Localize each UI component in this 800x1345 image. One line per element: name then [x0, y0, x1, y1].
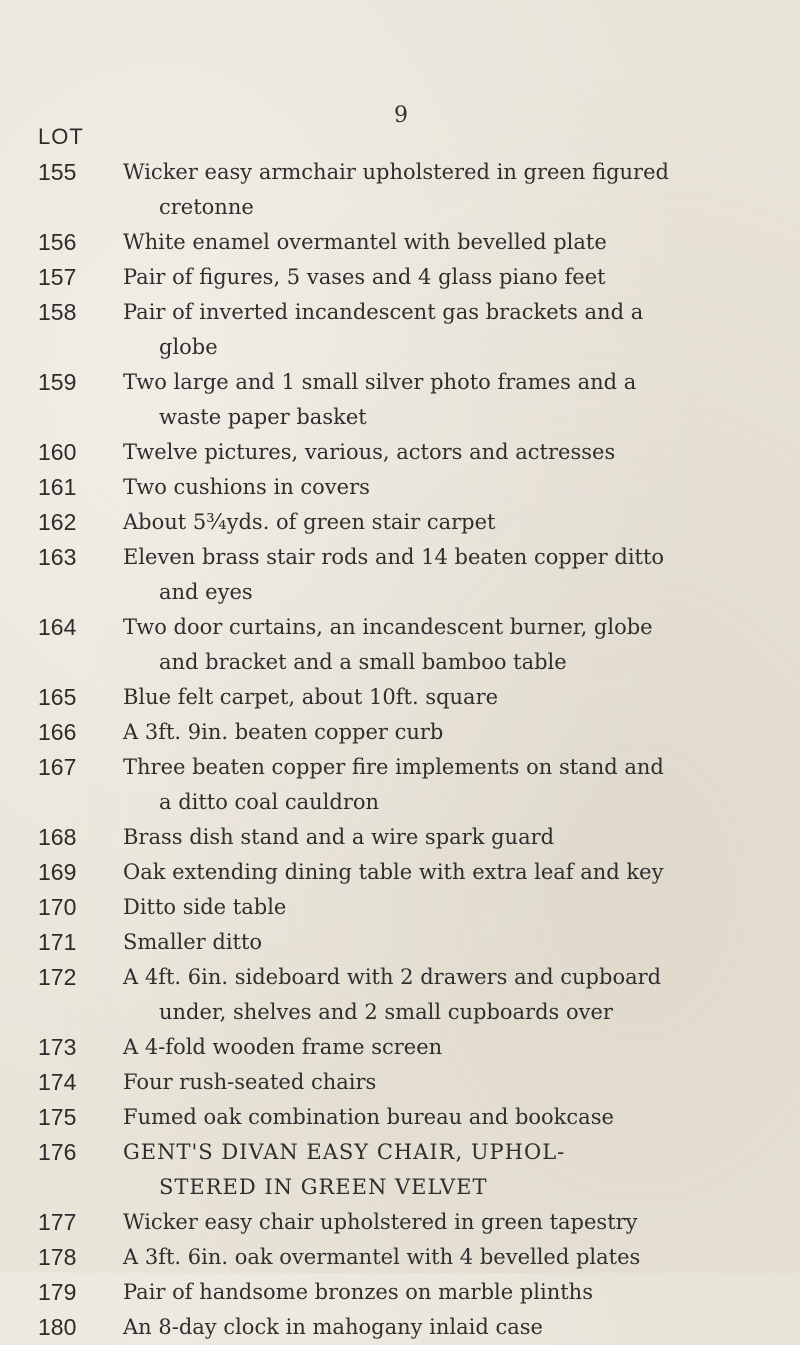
- lot-description-line: Brass dish stand and a wire spark guard: [123, 825, 555, 849]
- lot-description: [123, 890, 783, 925]
- lot-number: 178: [38, 1244, 77, 1270]
- lot-description-line: Fumed oak combination bureau and bookcase: [123, 1105, 614, 1129]
- lot-number: 161: [38, 474, 77, 500]
- lot-number: 170: [38, 894, 77, 920]
- lot-description-line: and bracket and a small bamboo table: [159, 650, 567, 674]
- lot-description: [123, 470, 783, 505]
- lot-description-line: Two cushions in covers: [123, 475, 370, 499]
- lot-number: 155: [38, 159, 77, 185]
- lot-number: 157: [38, 264, 77, 290]
- lot-description-line: Blue felt carpet, about 10ft. square: [123, 685, 499, 709]
- lot-description: [123, 1205, 783, 1240]
- lot-number: 167: [38, 754, 77, 780]
- lot-description: [123, 855, 783, 890]
- lot-description: [123, 960, 783, 1030]
- lot-description: [123, 715, 783, 750]
- lot-description: [123, 435, 783, 470]
- lot-description-line: Pair of inverted incandescent gas brackets and a: [123, 300, 644, 324]
- lot-number: 163: [38, 544, 77, 570]
- lot-number: 174: [38, 1069, 77, 1095]
- lot-column-header: LOT: [38, 124, 84, 149]
- lot-number: 177: [38, 1209, 77, 1235]
- lot-description-line: A 3ft. 6in. oak overmantel with 4 bevelled plates: [123, 1245, 641, 1269]
- lot-number: 159: [38, 369, 77, 395]
- lot-number: 160: [38, 439, 77, 465]
- lot-number: 165: [38, 684, 77, 710]
- lot-number: 175: [38, 1104, 77, 1130]
- lot-description-line: Smaller ditto: [123, 930, 263, 954]
- lot-number: 172: [38, 964, 77, 990]
- lot-description-line: About 5¾yds. of green stair carpet: [123, 510, 496, 534]
- lot-description: [123, 1030, 783, 1065]
- lot-number: 169: [38, 859, 77, 885]
- lot-number: 156: [38, 229, 77, 255]
- lot-description-line: Pair of handsome bronzes on marble plinths: [123, 1280, 593, 1304]
- lot-description: [123, 1065, 783, 1100]
- lot-number: 168: [38, 824, 77, 850]
- lot-description-line: Eleven brass stair rods and 14 beaten copper ditto: [123, 545, 665, 569]
- lot-number: 158: [38, 299, 77, 325]
- lot-description-line: waste paper basket: [159, 405, 367, 429]
- lot-description: [123, 750, 783, 820]
- lot-description-line: A 4ft. 6in. sideboard with 2 drawers and cupboard: [123, 965, 662, 989]
- lot-description-line: Twelve pictures, various, actors and actresses: [123, 440, 616, 464]
- lot-description-line: cretonne: [159, 195, 254, 219]
- lot-description-line: Two large and 1 small silver photo frames and a: [123, 370, 637, 394]
- lot-number: 180: [38, 1314, 77, 1340]
- lot-description-line: Four rush-seated chairs: [123, 1070, 377, 1094]
- lot-number: 176: [38, 1139, 77, 1165]
- lot-description-line: Pair of figures, 5 vases and 4 glass piano feet: [123, 265, 606, 289]
- page-number: 9: [394, 103, 408, 128]
- lot-number: 173: [38, 1034, 77, 1060]
- lot-description-line: Ditto side table: [123, 895, 287, 919]
- lot-number: 162: [38, 509, 77, 535]
- lot-description: [123, 295, 783, 365]
- lot-description-line: An 8-day clock in mahogany inlaid case: [123, 1315, 543, 1339]
- lot-description: [123, 925, 783, 960]
- lot-number: 164: [38, 614, 77, 640]
- lot-description-line: under, shelves and 2 small cupboards over: [159, 1000, 613, 1024]
- lot-description-line: Oak extending dining table with extra leaf and key: [123, 860, 664, 884]
- lot-description: [123, 610, 783, 680]
- lot-description: [123, 1310, 783, 1345]
- lot-description: [123, 680, 783, 715]
- lot-description: [123, 260, 783, 295]
- lot-description: [123, 1135, 783, 1205]
- lot-description-line: A 4-fold wooden frame screen: [123, 1035, 443, 1059]
- lot-description: [123, 1275, 783, 1310]
- lot-number: 171: [38, 929, 77, 955]
- lot-description-line: White enamel overmantel with bevelled plate: [123, 230, 607, 254]
- lot-description: [123, 1240, 783, 1275]
- lot-description: [123, 155, 783, 225]
- lot-description: [123, 540, 783, 610]
- lot-description-line: globe: [159, 335, 218, 359]
- lot-description-line: Wicker easy armchair upholstered in green figured: [123, 160, 669, 184]
- lot-description-line: and eyes: [159, 580, 253, 604]
- lot-description: [123, 505, 783, 540]
- lot-description-line: Three beaten copper fire implements on stand and: [123, 755, 664, 779]
- lot-description-line: a ditto coal cauldron: [159, 790, 380, 814]
- lot-description: [123, 365, 783, 435]
- lot-description: [123, 225, 783, 260]
- lot-description-line: A 3ft. 9in. beaten copper curb: [123, 720, 444, 744]
- lot-description-line: Wicker easy chair upholstered in green tapestry: [123, 1210, 638, 1234]
- lot-number: 179: [38, 1279, 77, 1305]
- lot-description-line: STERED IN GREEN VELVET: [159, 1175, 488, 1199]
- lot-number: 166: [38, 719, 77, 745]
- lot-description-line: Two door curtains, an incandescent burner, globe: [123, 615, 653, 639]
- lot-description: [123, 820, 783, 855]
- lot-description: [123, 1100, 783, 1135]
- lot-description-line: GENT'S DIVAN EASY CHAIR, UPHOL-: [123, 1140, 566, 1164]
